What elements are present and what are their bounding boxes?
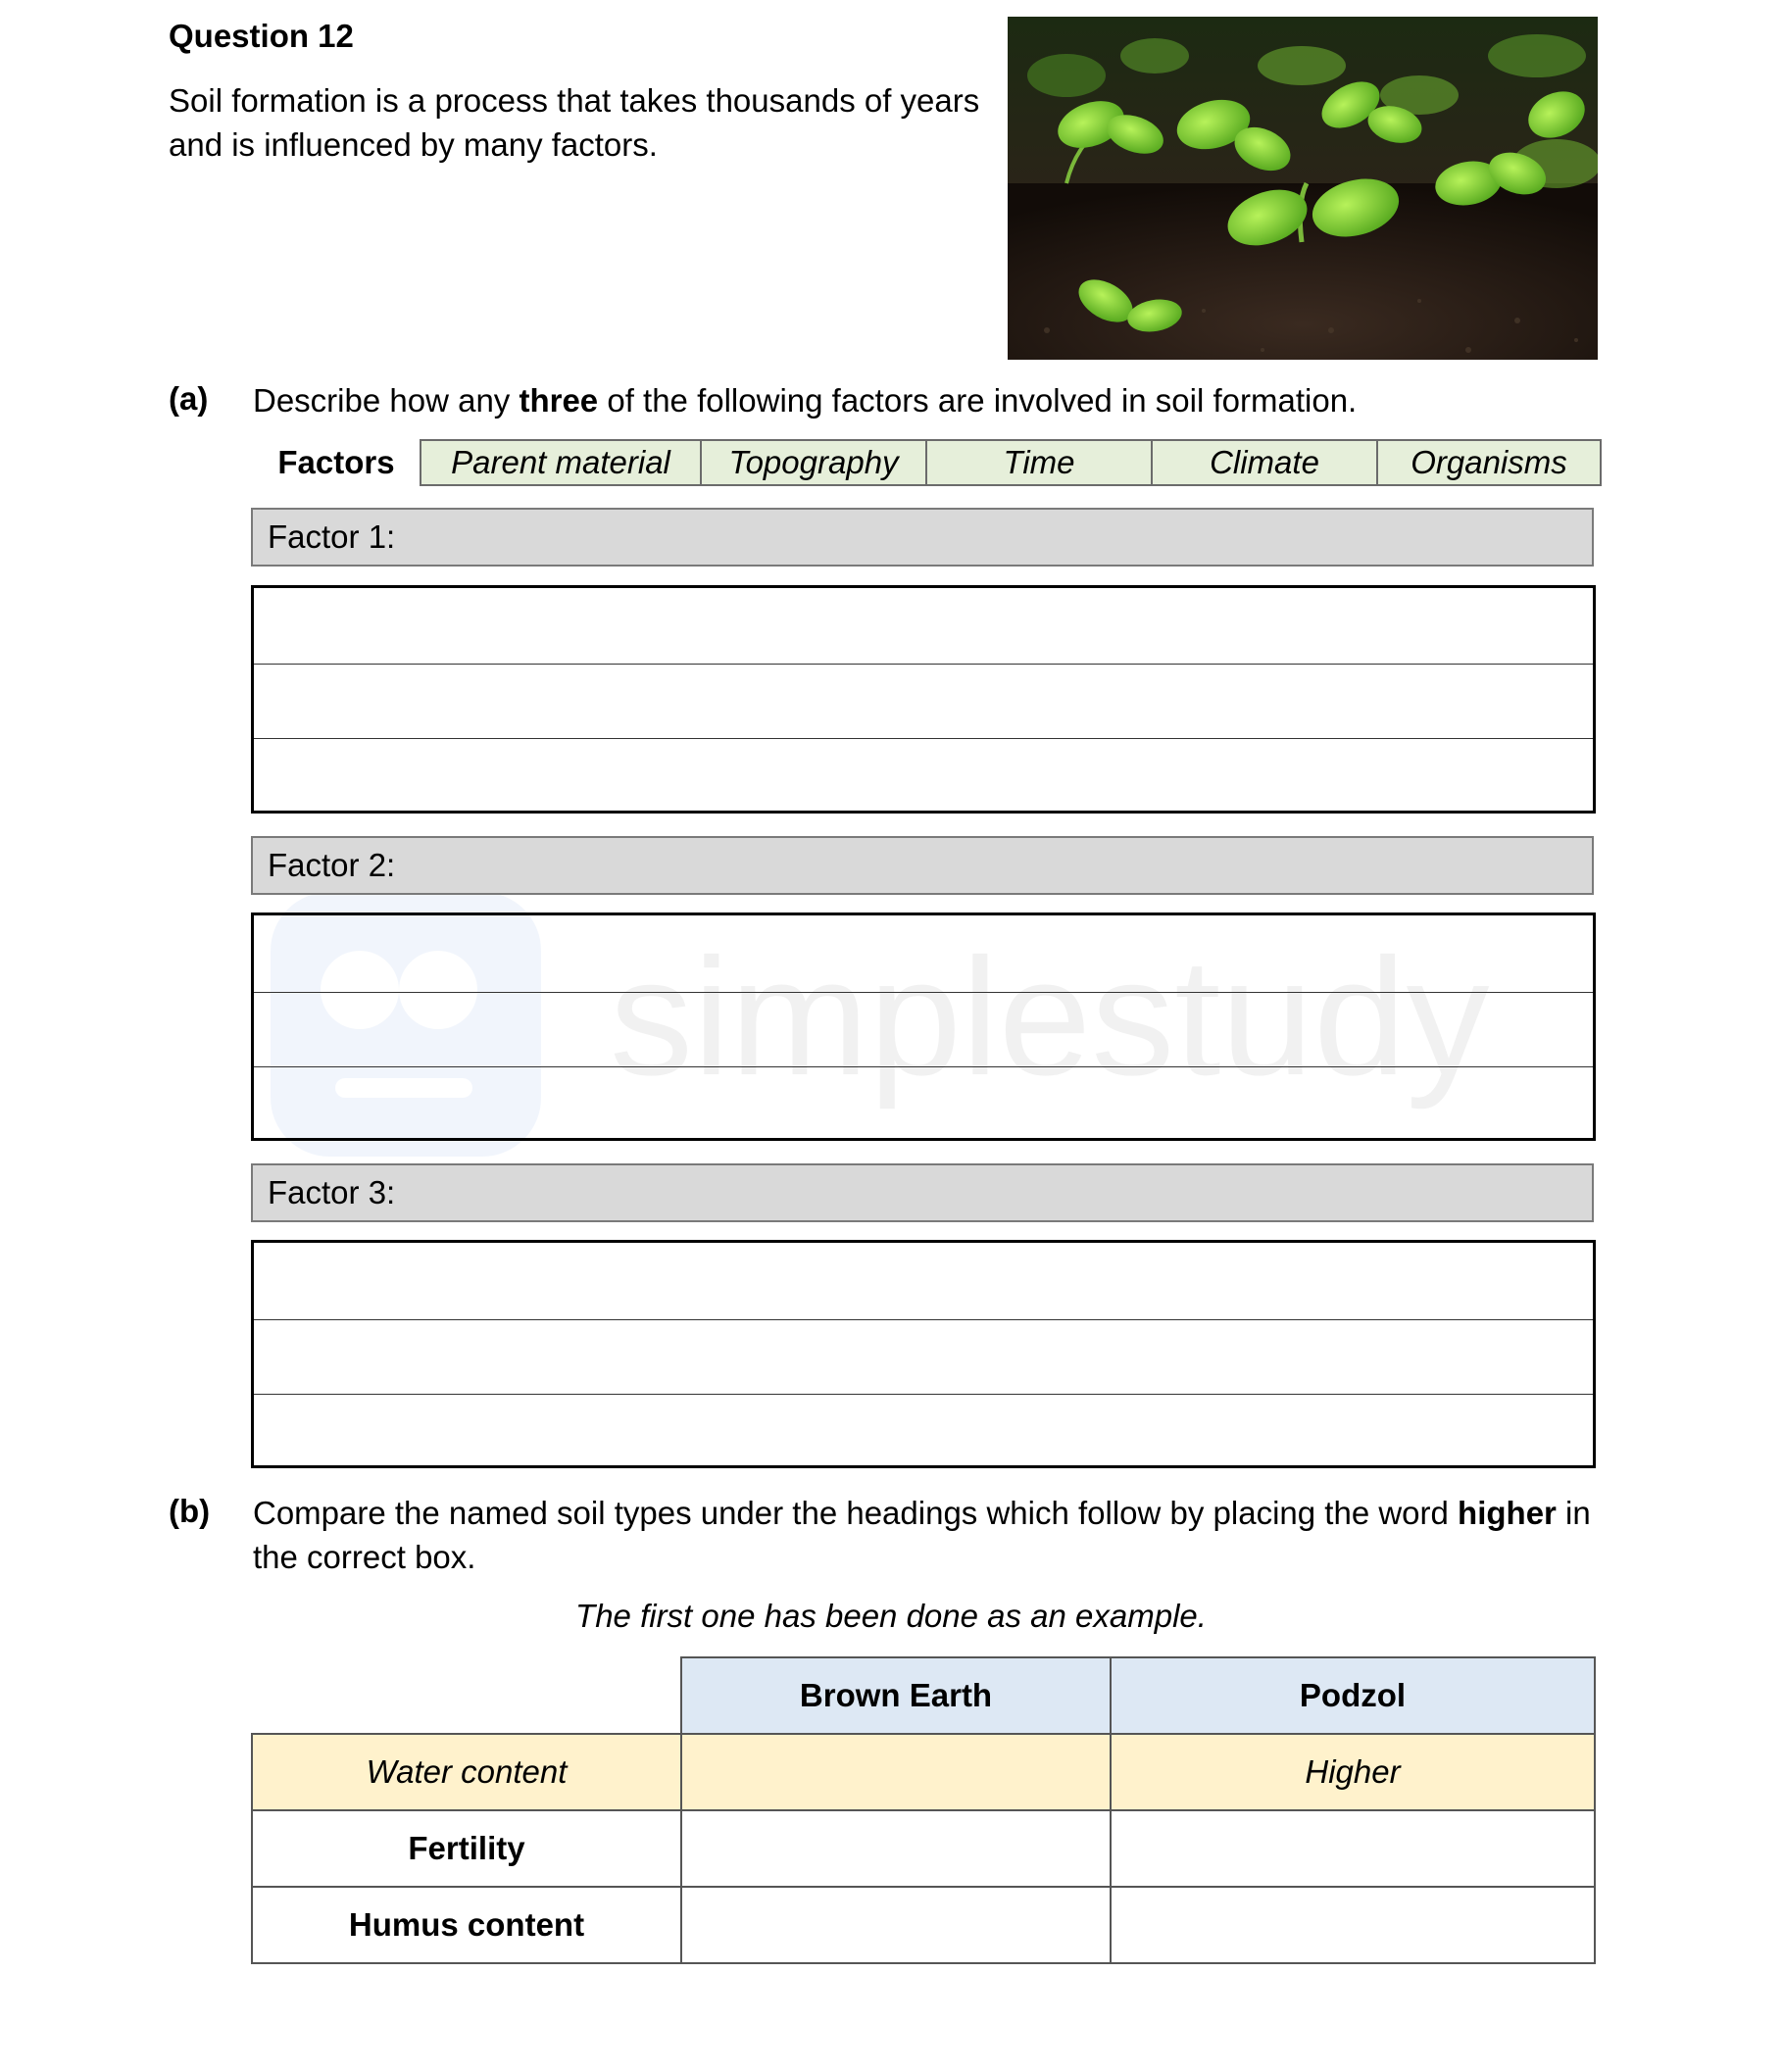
factors-heading: Factors <box>277 444 395 480</box>
row-heading-fertility: Fertility <box>252 1810 681 1887</box>
cell-fertility-podzol[interactable] <box>1111 1810 1595 1887</box>
table-row <box>252 1887 1595 1963</box>
answer-line <box>254 664 1593 665</box>
cell-humus-brown-earth[interactable] <box>681 1887 1111 1963</box>
table-row <box>252 1810 1595 1887</box>
factors-table <box>253 439 1602 486</box>
seedlings-photo <box>1008 17 1598 360</box>
factor-3-answer-box[interactable] <box>251 1240 1596 1468</box>
column-brown-earth: Brown Earth <box>681 1657 1111 1734</box>
table-header-row <box>252 1657 1595 1734</box>
table-row <box>252 1734 1595 1810</box>
cell-water-podzol[interactable]: Higher <box>1111 1734 1595 1810</box>
factor-parent-material: Parent material <box>421 441 702 484</box>
part-b-label: (b) <box>169 1493 211 1529</box>
watermark-text: simplestudy <box>610 924 1490 1110</box>
part-b-text-end: in the correct box. <box>253 1495 1591 1575</box>
factors-list <box>420 439 1602 486</box>
cell-fertility-brown-earth[interactable] <box>681 1810 1111 1887</box>
factor-topography: Topography <box>702 441 927 484</box>
example-note: The first one has been done as an example. <box>575 1598 1207 1634</box>
cell-water-brown-earth[interactable] <box>681 1734 1111 1810</box>
answer-line <box>254 992 1593 993</box>
answer-line <box>254 1319 1593 1320</box>
factor-2-label: Factor 2: <box>251 836 1594 895</box>
factor-3-label: Factor 3: <box>251 1163 1594 1222</box>
part-b-text <box>253 1491 1606 1579</box>
factor-1-label: Factor 1: <box>251 508 1594 567</box>
part-a-text-emphasis: three <box>519 382 599 419</box>
factor-2-answer-box[interactable] <box>251 913 1596 1141</box>
answer-line <box>254 1394 1593 1395</box>
part-b-text-start: Compare the named soil types under the headings which follow by placing the word <box>253 1495 1459 1531</box>
answer-line <box>254 738 1593 739</box>
question-title: Question 12 <box>169 18 354 54</box>
answer-line <box>254 1066 1593 1067</box>
part-a-label: (a) <box>169 380 209 417</box>
soil-comparison-table <box>251 1656 1596 1964</box>
factor-climate: Climate <box>1153 441 1378 484</box>
row-heading-humus-content: Humus content <box>252 1887 681 1963</box>
question-intro: Soil formation is a process that takes thousands of years and is influenced by many factors. <box>169 82 980 163</box>
factor-1-answer-box[interactable] <box>251 585 1596 814</box>
part-b-text-emphasis: higher <box>1458 1495 1557 1531</box>
part-a-text <box>253 378 1606 422</box>
part-a-text-start: Describe how any <box>253 382 520 419</box>
factor-organisms: Organisms <box>1411 444 1567 480</box>
factor-time: Time <box>927 441 1153 484</box>
column-podzol: Podzol <box>1111 1657 1595 1734</box>
part-a-text-end: of the following factors are involved in soil formation. <box>598 382 1358 419</box>
table-corner <box>252 1657 681 1734</box>
row-heading-water-content: Water content <box>252 1734 681 1810</box>
cell-humus-podzol[interactable] <box>1111 1887 1595 1963</box>
